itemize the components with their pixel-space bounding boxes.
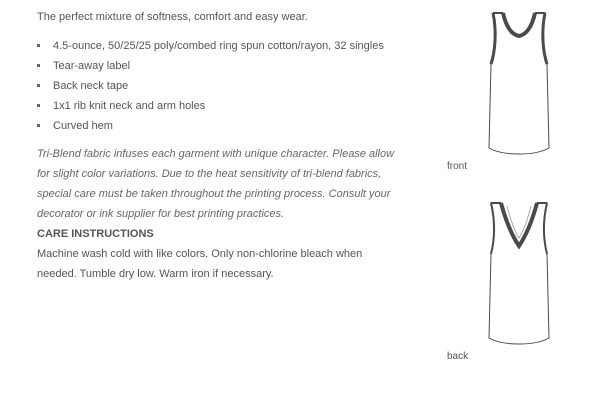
feature-label: Curved hem <box>53 120 113 132</box>
front-label: front <box>447 161 468 172</box>
care-instructions-text: Machine wash cold with like colors. Only non-chlorine bleach when needed. Tumble dry low. Warm iron if necessary. <box>37 248 363 280</box>
product-description <box>37 8 397 284</box>
fabric-note: Tri-Blend fabric infuses each garment with unique character. Please allow for slight color variations. Due to the heat sensitivity of tri-blend fabrics, special care must be taken throughout the printing process. Consult your decorator or ink supplier for best printing practices. <box>37 148 395 220</box>
feature-label: Tear-away label <box>53 60 131 72</box>
feature-list <box>37 36 397 136</box>
feature-item <box>37 76 397 96</box>
feature-item <box>37 36 397 56</box>
feature-label: 1x1 rib knit neck and arm holes <box>53 100 206 112</box>
front-figure <box>483 10 555 158</box>
back-figure <box>483 200 555 348</box>
care-instructions-heading: CARE INSTRUCTIONS <box>37 228 154 240</box>
feature-item <box>37 116 397 136</box>
bullet-icon <box>37 104 40 107</box>
back-label: back <box>447 351 469 362</box>
feature-label: Back neck tape <box>53 80 129 92</box>
tank-top-front-icon <box>483 10 555 158</box>
bullet-icon <box>37 124 40 127</box>
feature-label: 4.5-ounce, 50/25/25 poly/combed ring spun cotton/rayon, 32 singles <box>53 40 384 52</box>
feature-item <box>37 96 397 116</box>
bullet-icon <box>37 64 40 67</box>
feature-item <box>37 56 397 76</box>
bullet-icon <box>37 84 40 87</box>
tank-top-back-icon <box>483 200 555 348</box>
bullet-icon <box>37 44 40 47</box>
intro-text: The perfect mixture of softness, comfort and easy wear. <box>37 11 308 23</box>
